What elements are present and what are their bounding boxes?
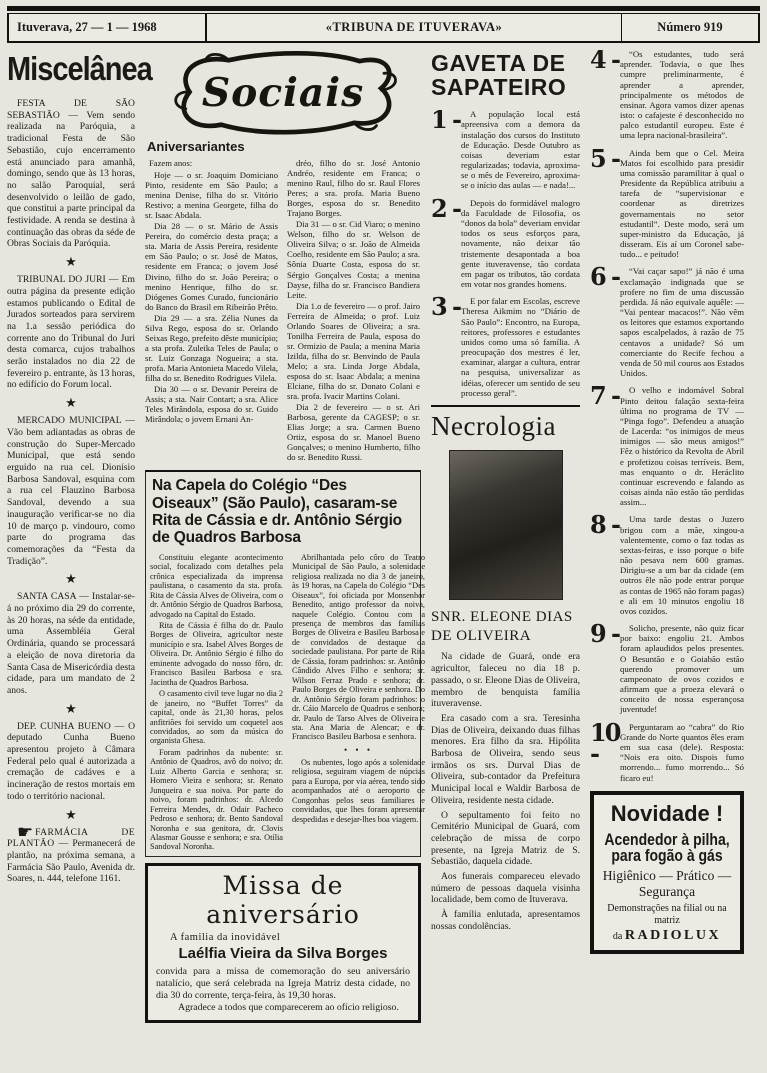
star-separator-icon: ★ — [65, 395, 77, 411]
necrologia-paragraph: O sepultamento foi feito no Cemitério Municipal de Guará, com celebração de missa de corpo presente, na Igreja Matriz de S. Sebastião, daquela cidade. — [431, 809, 580, 868]
wedding-paragraph: O casamento civil teve lugar no dia 2 de janeiro, no “Buffet Torres” da capital, onde às 21,30 horas, pelos anfitriões foi servido um coquetel aos convidados, ao som da música do organista Ghesa. — [150, 689, 283, 746]
aniversariantes-body — [145, 158, 421, 463]
necrologia-body — [431, 651, 580, 932]
gaveta-item — [590, 262, 745, 379]
aniversariantes-paragraph: dréo, filho do sr. José Antonio Andréo, residente em Franca; o menino Raul, filho do sr. Raul Flores Peres; a sra. profa. Maria Bueno Borges, esposa do sr. Benedito Trajano Borges. — [287, 158, 420, 219]
novidade-brand-prefix: da — [612, 930, 623, 942]
missa-body2: Agradece a todos que comparecerem ao ofício religioso. — [178, 1001, 399, 1013]
gaveta-item-text: Uma tarde destas o Juzero brigou com a mãe, xingou-a valentemente, como o faz todas as sextas-feiras, e isso porque o bife não pesava nem 600 gramas. Dirigiu-se a um bar da cidade (em outros êle não pode entrar porque as contas de 1965 não foram pagas) e ali em 10 minutos engoliu 18 ovos cozidos. — [620, 514, 744, 616]
aniversariantes-paragraph: Dia 2 de fevereiro — o sr. Ari Barbosa, gerente da CAGESP; o sr. Elias Jorge; a sra. Carmen Bueno Ortiz, esposa do sr. Manoel Bueno Gonçalves; o menino Humberto, filho do sr. Benedito Russi. — [287, 402, 420, 463]
miscelanea-item: DEP. CUNHA BUENO — O deputado Cunha Bueno apresentou projeto à Câmara Federal pelo qual é autorizada a cremação de cadáves e a incineração de restos mortais em todo o território nacional. — [7, 720, 135, 802]
novidade-ad-box — [590, 791, 744, 954]
novidade-brand-line — [599, 928, 735, 944]
edition-date: Ituverava, 27 — 1 — 1968 — [9, 14, 207, 41]
gaveta-item-text: A população local está apreensiva com a demora da instalação dos cursos do Instituto de Educação. Desde Outubro as coisas deveriam estar regularizadas; todavia, aproxima-se o mês de Fevereiro, aproxima-se o início das aulas — e nada!... — [461, 109, 580, 191]
aniversariantes-col2 — [287, 158, 420, 463]
necrologia-paragraph: Era casado com a sra. Teresinha Dias de Oliveira, deixando duas filhas menores. Era filho da sra. Hipólita Barbosa de Oliveira, sendo seus irmãos os srs. Durval Dias de Oliveira, sub-contador da Prefeitura Municipal local e Waldir Barbosa de Oliveira, residente nesta cidade. — [431, 712, 580, 806]
gaveta-item-number: 3 - — [431, 292, 461, 322]
gaveta-item — [590, 619, 744, 715]
gaveta-item-number: 8 - — [590, 510, 620, 540]
gaveta-item — [590, 381, 744, 508]
aniversariantes-paragraph: Dia 29 — a sra. Zélia Nunes da Silva Rego, esposa do sr. Orlando Seixas Rego, prefeito dêste município; a sta profa. Zuleika Teles de Paula; o sr. Luiz Gonzaga Nogueira; a sta. profa. Maria Antonieta Macedo Vilela, filha do sr. Benedito Rodrigues Vilela. — [145, 312, 278, 383]
star-separator-icon: ★ — [65, 806, 77, 822]
newspaper-title: «TRIBUNA DE ITUVERAVA» — [325, 20, 503, 34]
missa-deceased-name: Laélfia Vieira da Silva Borges — [178, 944, 388, 962]
miscelanea-item: MERCADO MUNICIPAL — Vão bem adiantadas as obras de construção do Super-Mercado Municipal, que está sendo erguido na rua cel. Dionísio Barbosa Sandoval, esquina com a rua cel Flauzino Barbosa Sandoval, devendo a sua inauguração verificar-se no dia 10 de março p. vindouro, como parte do programa das comemorações da “Festa da Tradição”. — [7, 415, 135, 567]
star-separator-icon: ★ — [65, 571, 77, 587]
missa-title: Missa de aniversário — [206, 870, 360, 929]
wedding-paragraph: Foram padrinhos da nubente: sr. Antônio de Quadros, avô do noivo; dr. Luiz Alberto Garcia e senhora; sr. Homero Vieira e senhora; sr. Renato Junqueira e sua noiva. Por parte do noivo, foram padrinhos: dr. Alcedo Ferreira Mendes, dr. Odair Pacheco Pedroso e senhora; dr. Bento Sandoval Noronha e sua genitora, dr. Clovis Alasmar Gousse e senhora; e sra. Otília Sandoval Noronha. — [150, 747, 283, 852]
horizontal-rule — [431, 405, 580, 407]
star-separator-icon: ★ — [65, 254, 77, 270]
necrologia-name: SNR. ELEONE DIAS DE OLIVEIRA — [431, 608, 573, 644]
aniversariantes-paragraph: Hoje — o sr. Joaquim Domiciano Pinto, residente em São Paulo; a menina Denise, filha do sr. Vitório Restivo; a menina Georgete, filha do sr. Isaac Abdala. — [145, 170, 278, 221]
gaveta-item-number: 5 - — [590, 143, 620, 173]
column-gaveta-necrologia — [431, 49, 580, 1023]
gaveta-item — [590, 717, 744, 783]
gaveta-item-text: “Vai caçar sapo!” já não é uma exclamação indignada que se profere no fim de uma discussão perdida. Já não equivale aquêle: — “Vai pentear macacos!”. Não vêm os leitores que estamos exportando sapos escalpelados, à razão de 75 centavos a unidade? Só um comerciante do Recife fechou a venda de 50 mil couros aos Estados Unidos. — [620, 266, 745, 379]
necrologia-paragraph: Aos funerais compareceu elevado número de pessoas daquela visinha localidade, bem como de Ituverava. — [431, 871, 580, 906]
gaveta-item-number: 6 - — [590, 262, 620, 292]
wedding-col1 — [150, 553, 283, 854]
wedding-paragraph: Rita de Cássia é filha do dr. Paulo Borges de Oliveira, agricultor neste município e sra. Isabel Alves Borges de Oliveira. Dr. Antônio Sérgio é filho do eminente advogado do nosso fôro, dr. Francisco Basileu Barbosa e sra. Jacintha de Quadros Barbosa. — [150, 621, 283, 687]
gaveta-item-number: 2 - — [431, 193, 461, 223]
deceased-portrait-photo — [449, 450, 563, 600]
gaveta-item — [590, 45, 744, 141]
pointing-hand-icon: ☛ — [17, 821, 34, 842]
gaveta-item-text: Solicho, presente, não quiz ficar por baixo: engoliu 21. Ambos foram aplaudidos pelos presentes. O Besuntão e o Goiabão estão querendo promover um campeonato de ovos cozidos e afirmam que a proeza elevará o conceito de nossa esperançosa juventude! — [620, 623, 744, 715]
novidade-product-line1: Acendedor à pilha, — [604, 829, 730, 849]
missa-body: convida para a missa de comemoração do seu aniversário natalício, que será celebrada na Igreja Matriz desta cidade, no dia 30 do corrente, terça-feira, às 19,30 horas. — [156, 965, 410, 1001]
novidade-brand: RADIOLUX — [624, 927, 722, 943]
pharmacy-item — [7, 821, 135, 886]
sociais-title: Sociais — [201, 70, 365, 117]
sociais-flourish-icon — [157, 49, 409, 135]
aniversariantes-paragraph: Dia 30 — o sr. Devanir Pereira de Assis; a sta. Nair Contart; a sra. Alice Teles Mirândola, esposa do sr. Guido Mirândola; o jovem Ernani An- — [145, 384, 278, 425]
aniversariantes-heading: Aniversariantes — [147, 139, 245, 154]
gaveta-item-number: 7 - — [590, 381, 620, 411]
necrologia-title: Necrologia — [431, 410, 556, 441]
necrologia-paragraph: Na cidade de Guará, onde era agricultor, faleceu no dia 18 p. passado, o sr. Eleone Dias de Oliveira, membro de benquista família ituveravense. — [431, 651, 580, 710]
wedding-paragraph: Abrilhantada pelo côro do Teatro Municipal de São Paulo, a solenidade religiosa realizada no dia 3 de janeiro, às 19 horas, na Capela do Colégio “Des Oiseaux”, foi oficiada por Monsenhor Benedito, antigo professor da noiva, naquele Colégio. Contou com a presença de membros das famílias Borges de Oliveira e Basileu Barbosa e de convidados de destaque da sociedade paulistana. Por parte de Rita de Cássia, foram padrinhos: sr. Antônio Cândido Alves Filho e senhora; sr. Wilson Ferraz Prado e senhora; dr. Paulo Borges de Oliveira e senhora. Do dr. Antônio Sérgio foram padrinhos: o dr. Cáio Marcelo de Quadros e senhora; dr. Paulo de Tarso Alves de Oliveira e sta. Ana Maria de Alencar; e dr. Francisco Basileu Barbosa e senhora. — [292, 552, 425, 742]
novidade-features: Higiênico — Prático — Segurança — [602, 867, 732, 899]
column-sociais — [145, 49, 425, 1023]
dots-separator-icon: • • • — [344, 744, 373, 755]
wedding-col2 — [292, 553, 425, 854]
gaveta-item-text: O velho e indomável Sobral Pinto deitou falação sexta-feira última no programa de TV — “Pinga fogo”. Defendeu a atuação de Lacerda: “os inimigos de meus inimigos — são meus amigos!” Fêz o histórico da Revolta de Abril e profetizou coisas terríveis. Bem, mas enquanto o dr. Heráclito continuar escrevendo e falando as coisas ainda não estão tão perdidas assim... — [620, 385, 744, 508]
star-separator-icon: ★ — [65, 700, 77, 716]
column-miscelanea — [7, 49, 152, 1023]
novidade-product-line2: para fogão à gás — [611, 845, 723, 865]
wedding-paragraph: Os nubentes, logo após a solenidade religiosa, seguiram viagem de núpcias para a Europa, por via aérea, tendo sido acompanhados até o aeroporto de Congonhas pelos seus familiares e convidados, que lhes foram apresentar despedidas e desejar-lhes boa viagem. — [292, 757, 425, 824]
gaveta-item-text: Perguntaram ao “cabra” do Rio Grande do Norte quantos êles eram em sua casa (dele). Resposta: “Nois era oito. Dispois fumo morrendo... fumo morrendo... Só ficaro eu! — [620, 721, 744, 783]
pharmacy-text: — Permanecerá de plantão, na próxima semana, a Farmácia São Paulo, Avenida dr. Soares, n. 444, telefone 1161. — [7, 838, 135, 885]
miscelanea-title: Miscelânea — [7, 51, 152, 88]
wedding-paragraph: Constituiu elegante acontecimento social, focalizado com detalhes pela crônica especializada da imprensa paulistana, o casamento da sta. profa. Rita de Cássia Alves de Oliveira, com o dr. Antônio Sérgio de Quadros Barbosa, advogado na Capital do Estado. — [150, 552, 283, 619]
gaveta-item-text: E por falar em Escolas, escreve Theresa Aikmim no “Diário de São Paulo”: Encontro, na Europa, reitores, professores e estudantes unidos como uma só família. A preocupação dos mestres é ler, examinar, alargar a cultura, entrar na pesquisa, universalizar as idéias, oferecer um sentido de seu processo geral”. — [461, 296, 580, 398]
gaveta-item-number: 10 - — [590, 717, 620, 769]
miscelanea-item: FESTA DE SÃO SEBASTIÃO — Vem sendo realizada na Paróquia, a tradicional Festa de São Sebastião, cujo encerramento está anunciado para amanhã, domingo, sendo que às 13 horas, no salão Paroquial, será desenvolvido o leilão de gado, que constitui a parte principal da festividade. A renda se destina à continuação das obras da séde de Obras Sociais da Paróquia. — [7, 98, 135, 250]
gaveta-item — [431, 193, 580, 290]
pharmacy-lead: FARMÁCIA DE PLANTÃO — [7, 826, 135, 850]
missa-family-line: A familia da inovidável — [170, 931, 281, 943]
gaveta-title: GAVETA DE SAPATEIRO — [431, 50, 567, 101]
aniversariantes-col1 — [145, 158, 278, 463]
top-rule — [7, 6, 760, 11]
wedding-headline: Na Capela do Colégio “Des Oiseaux” (São Paulo), casaram-se Rita de Cássia e dr. Antônio Sérgio de Quadros Barbosa — [152, 477, 402, 547]
gaveta-item — [590, 510, 744, 616]
columns — [5, 45, 762, 1023]
wedding-article — [145, 470, 425, 856]
gaveta-item-number: 4 - — [590, 45, 620, 74]
aniversariantes-paragraph: Dia 28 — o sr. Mário de Assis Pereira, do comércio desta praça; a sta. Maria de Assis Pereira, residente em São Paulo; o sr. José de Matos, residente em Franca; o jovem José Divino, filho do sr. João Pereira; o menino Henrique, filho do sr. Diógenes Gomes Curado, funcionário do Banco do Brasil em Ribeirão Prêto. — [145, 221, 278, 312]
gaveta-item-number: 9 - — [590, 619, 620, 649]
miscelanea-item: SANTA CASA — Instalar-se-á no próximo dia 29 do corrente, às 20 horas, na séde da entidade, uma Assembléia Geral Ordinária, quando se processará a eleição de nova diretoria da Santa Casa de Misericórdia desta cidade, para um mandato de 2 anos. — [7, 591, 135, 696]
gaveta-item-text: “Os estudantes, tudo será aprender. Todavia, o que lhes cumpre preliminarmente, é aprender a aprender, principalmente os métodos de ensinar. Agora vamos dizer apenas isto: o cafajeste é desconhecido no palco estudantil europeu. Este é uma lepra nacional-brasileira”. — [620, 49, 744, 141]
gaveta-item-text: Depois do formidável malogro da Faculdade de Filosofia, os “donos da bola” deveriam envidar todos os seus esforços para, novamente, não deixar tão tristemente desapontada a boa gente ituveravense, tão cordata em pagar os tributos, tão cordata em votar nos grandes homens. — [461, 197, 580, 290]
wedding-body — [150, 552, 425, 854]
edition-number: Número 919 — [621, 14, 758, 41]
gaveta-item-text: Ainda bem que o Cel. Meira Matos foi escolhido para presidir uma comissão paramilitar à qual o Presidente da República atribuiu a tarefa de “supervisionar e coordenar as diretrizes governamentais no setor estudantil”. Deste modo, será um super-ministro da Educação, já disseram. Eis aí um Coronel sabe-tudo... e peitudo! — [620, 147, 744, 260]
novidade-demo-line: Demonstrações na filial ou na matriz — [607, 902, 727, 926]
aniversariantes-paragraph: Dia 1.o de fevereiro — o prof. Jairo Ferreira de Almeida; o prof. Luiz Orlando Soares de Oliveira; a sra. Tonilha Ferreira de Paula, esposa do sr. Ormizio de Paula; a menina Maria Izilda, filha do sr. Benvindo de Paula Melo; a sra. Linda Jorge Abdala, esposa do sr. Isaac Abdala; a menina Elciane, filha do sr. Donato Colani e sra. profa. Ivacir Martins Colani. — [287, 300, 420, 402]
necrologia-paragraph: À família enlutada, apresentamos nossas condolências. — [431, 909, 580, 932]
sociais-header — [145, 49, 421, 135]
gaveta-item — [431, 105, 580, 191]
missa-notice-box — [145, 863, 421, 1023]
gaveta-item-number: 1 - — [431, 105, 461, 135]
aniversariantes-intro: Fazem anos: — [149, 158, 193, 168]
novidade-title: Novidade ! — [610, 800, 724, 826]
masthead — [7, 13, 760, 43]
column-gaveta-right — [590, 45, 745, 1023]
gaveta-item — [431, 292, 580, 398]
aniversariantes-paragraph: Dia 31 — o sr. Cid Viaro; o menino Welson, filho do sr. Welson de Oliveira Silva; o sr. João de Almeida Coelho, residente em São Paulo; a sra. Sônia Duarte Costa, esposa do sr. Sérgio Gonçalves Costa; a menina Dayse, filha do sr. Francisco Bandiera Leite. — [287, 219, 420, 300]
miscelanea-item: TRIBUNAL DO JURI — Em outra página da presente edição estamos publicando o Edital de Jurados sorteados para servirem na 1.a sessão periódica do corrente ano do Tribunal do Juri desta comarca, cujos trabalhos serão instalados no dia 22 de fevereiro p. entrante, às 13 horas, no edifício do Forum local. — [7, 274, 135, 391]
gaveta-item — [590, 143, 744, 260]
